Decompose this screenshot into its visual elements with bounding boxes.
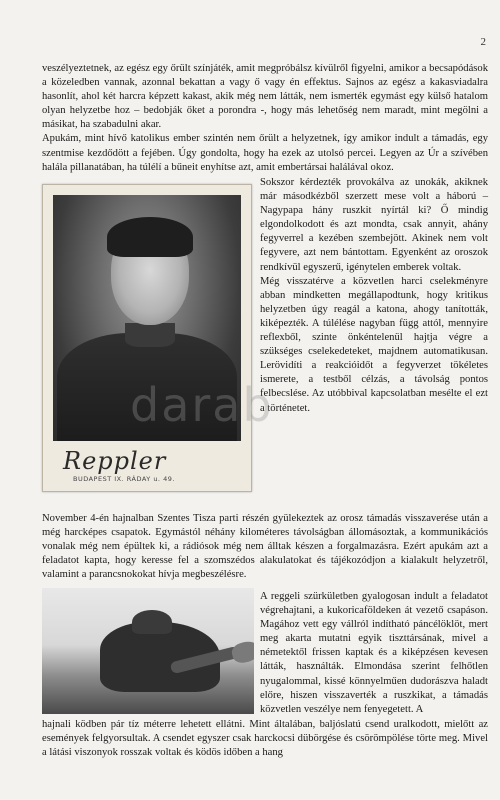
paragraph: Apukám, mint hívő katolikus ember szintén nem őrült a helyzetnek, így amikor indult a támadás, egy szentmise kezdődött a fejében. Úgy gondolta, hogy ha ezek az utolsó percei. Legyen az Úr a szívében halála pillanatában, ha túlélí a bűneit enyhítse azt, amit embertársai halálával okoz. bbox=[42, 133, 488, 173]
paragraph-block-bottom bbox=[42, 718, 488, 760]
paragraph: A reggeli szürkületben gyalogosan indult a feladatot végrehajtani, a kukoricaföldeken át vezető csapáson. Magához vett egy vállról indítható páncélöklöt, mert meg akarta mutatni egyik tiszttársának, mivel a németektől frissen kaptak és a kiképzésen kevesen látták, használták. Elmondása szerint felhőtlen nyugalommal, kissé könnyelműen dudorászva haladt előre, hiszen visszaverték a ruszkikat, a támadás közvetlen veszélye nem fenyegetett. A bbox=[260, 591, 488, 715]
paragraph-block-top bbox=[42, 62, 488, 175]
paragraph: Még visszatérve a közvetlen harci cselekményre abban mindketten megállapodtunk, hogy kritikus helyzetben úgy reagál a katona, ahogy tanították, kiképezték. A túlélése nagyban függ attól, mennyire reflexből, szinte önkéntelenül hajtja végre a szükséges cselekedeteket, majdnem automatikusan. Lerövidíti a reakcióidőt a fegyverzet tökéletes ismerete, a testből célzás, a távolság pontos felbecslése. Az utóbbival kapcsolatban mesélte el ezt a történetet. bbox=[260, 275, 488, 414]
hair-shape bbox=[107, 217, 193, 257]
watermark: darab bbox=[130, 378, 274, 432]
photographer-signature: Reppler bbox=[63, 447, 167, 475]
collar-shape bbox=[125, 323, 175, 347]
paragraph: veszélyeztetnek, az egész egy őrült színjáték, amit megpróbálsz kívülről figyelni, amikor a becsapódások a közeledben vannak, azonnal bekattan a vagy ő vagy én effektus. Sajnos az egész a kakasviadalra hasonlít, ahol két harcra képzett kakast, akik még nem látták, nem ismerték egymást egy külső hatalom olyan helyzetbe hoz – bedobják őket a porondra -, hogy más lehetőség nem maradt, mint megölni a másikat, ha szabadulni akar. bbox=[42, 63, 488, 131]
portrait-photo bbox=[42, 184, 252, 492]
paragraph-block-mid bbox=[42, 512, 488, 582]
paragraph: Sokszor kérdezték provokálva az unokák, akiknek már másodkézből szerzett mese volt a háború – Nagypapa hány ruszkit nyírtál ki? Ő mindig elgondolkodott és azt mondta, csak annyit, ahány fegyverrel a kezében szembejött. Akinek nem volt fegyvere, azt nem bántottam. Egyenként az oroszok rendkívül egyszerű, igénytelen emberek voltak. bbox=[260, 177, 488, 273]
right-column-text-2 bbox=[260, 590, 488, 717]
warhead-shape bbox=[230, 639, 254, 665]
right-column-text-1 bbox=[260, 176, 488, 416]
paragraph: hajnali ködben pár tíz méterre lehetett ellátni. Mint általában, baljóslatú csend uralkodott, mielőtt az események felgyorsultak. A csendet egyszer csak harckocsi dübörgése és csörömpölése törte meg. Mivel a látási viszonyok rosszak voltak és ködös időben a hang bbox=[42, 719, 488, 759]
studio-address: BUDAPEST IX. RÁDAY u. 49. bbox=[73, 475, 175, 483]
paragraph: November 4-én hajnalban Szentes Tisza parti részén gyülekeztek az orosz támadás visszaverése után a még harcképes csapatok. Egymástól néhány kilométeres távolságban állomásoztak, a kommunikációs vonalak még nem épültek ki, a rádiósok még nem álltak készen a forgalmazásra. Ezért apukám azt a feladatot kapta, hogy keresse fel a szomszédos alakulatokat és tájékozódjon a kialakult helyzetről, valamint a parancsnokokat hívja megbeszélésre. bbox=[42, 513, 488, 581]
page-number: 2 bbox=[480, 36, 486, 48]
helmet-shape bbox=[132, 610, 172, 634]
soldier-photo bbox=[42, 588, 254, 714]
